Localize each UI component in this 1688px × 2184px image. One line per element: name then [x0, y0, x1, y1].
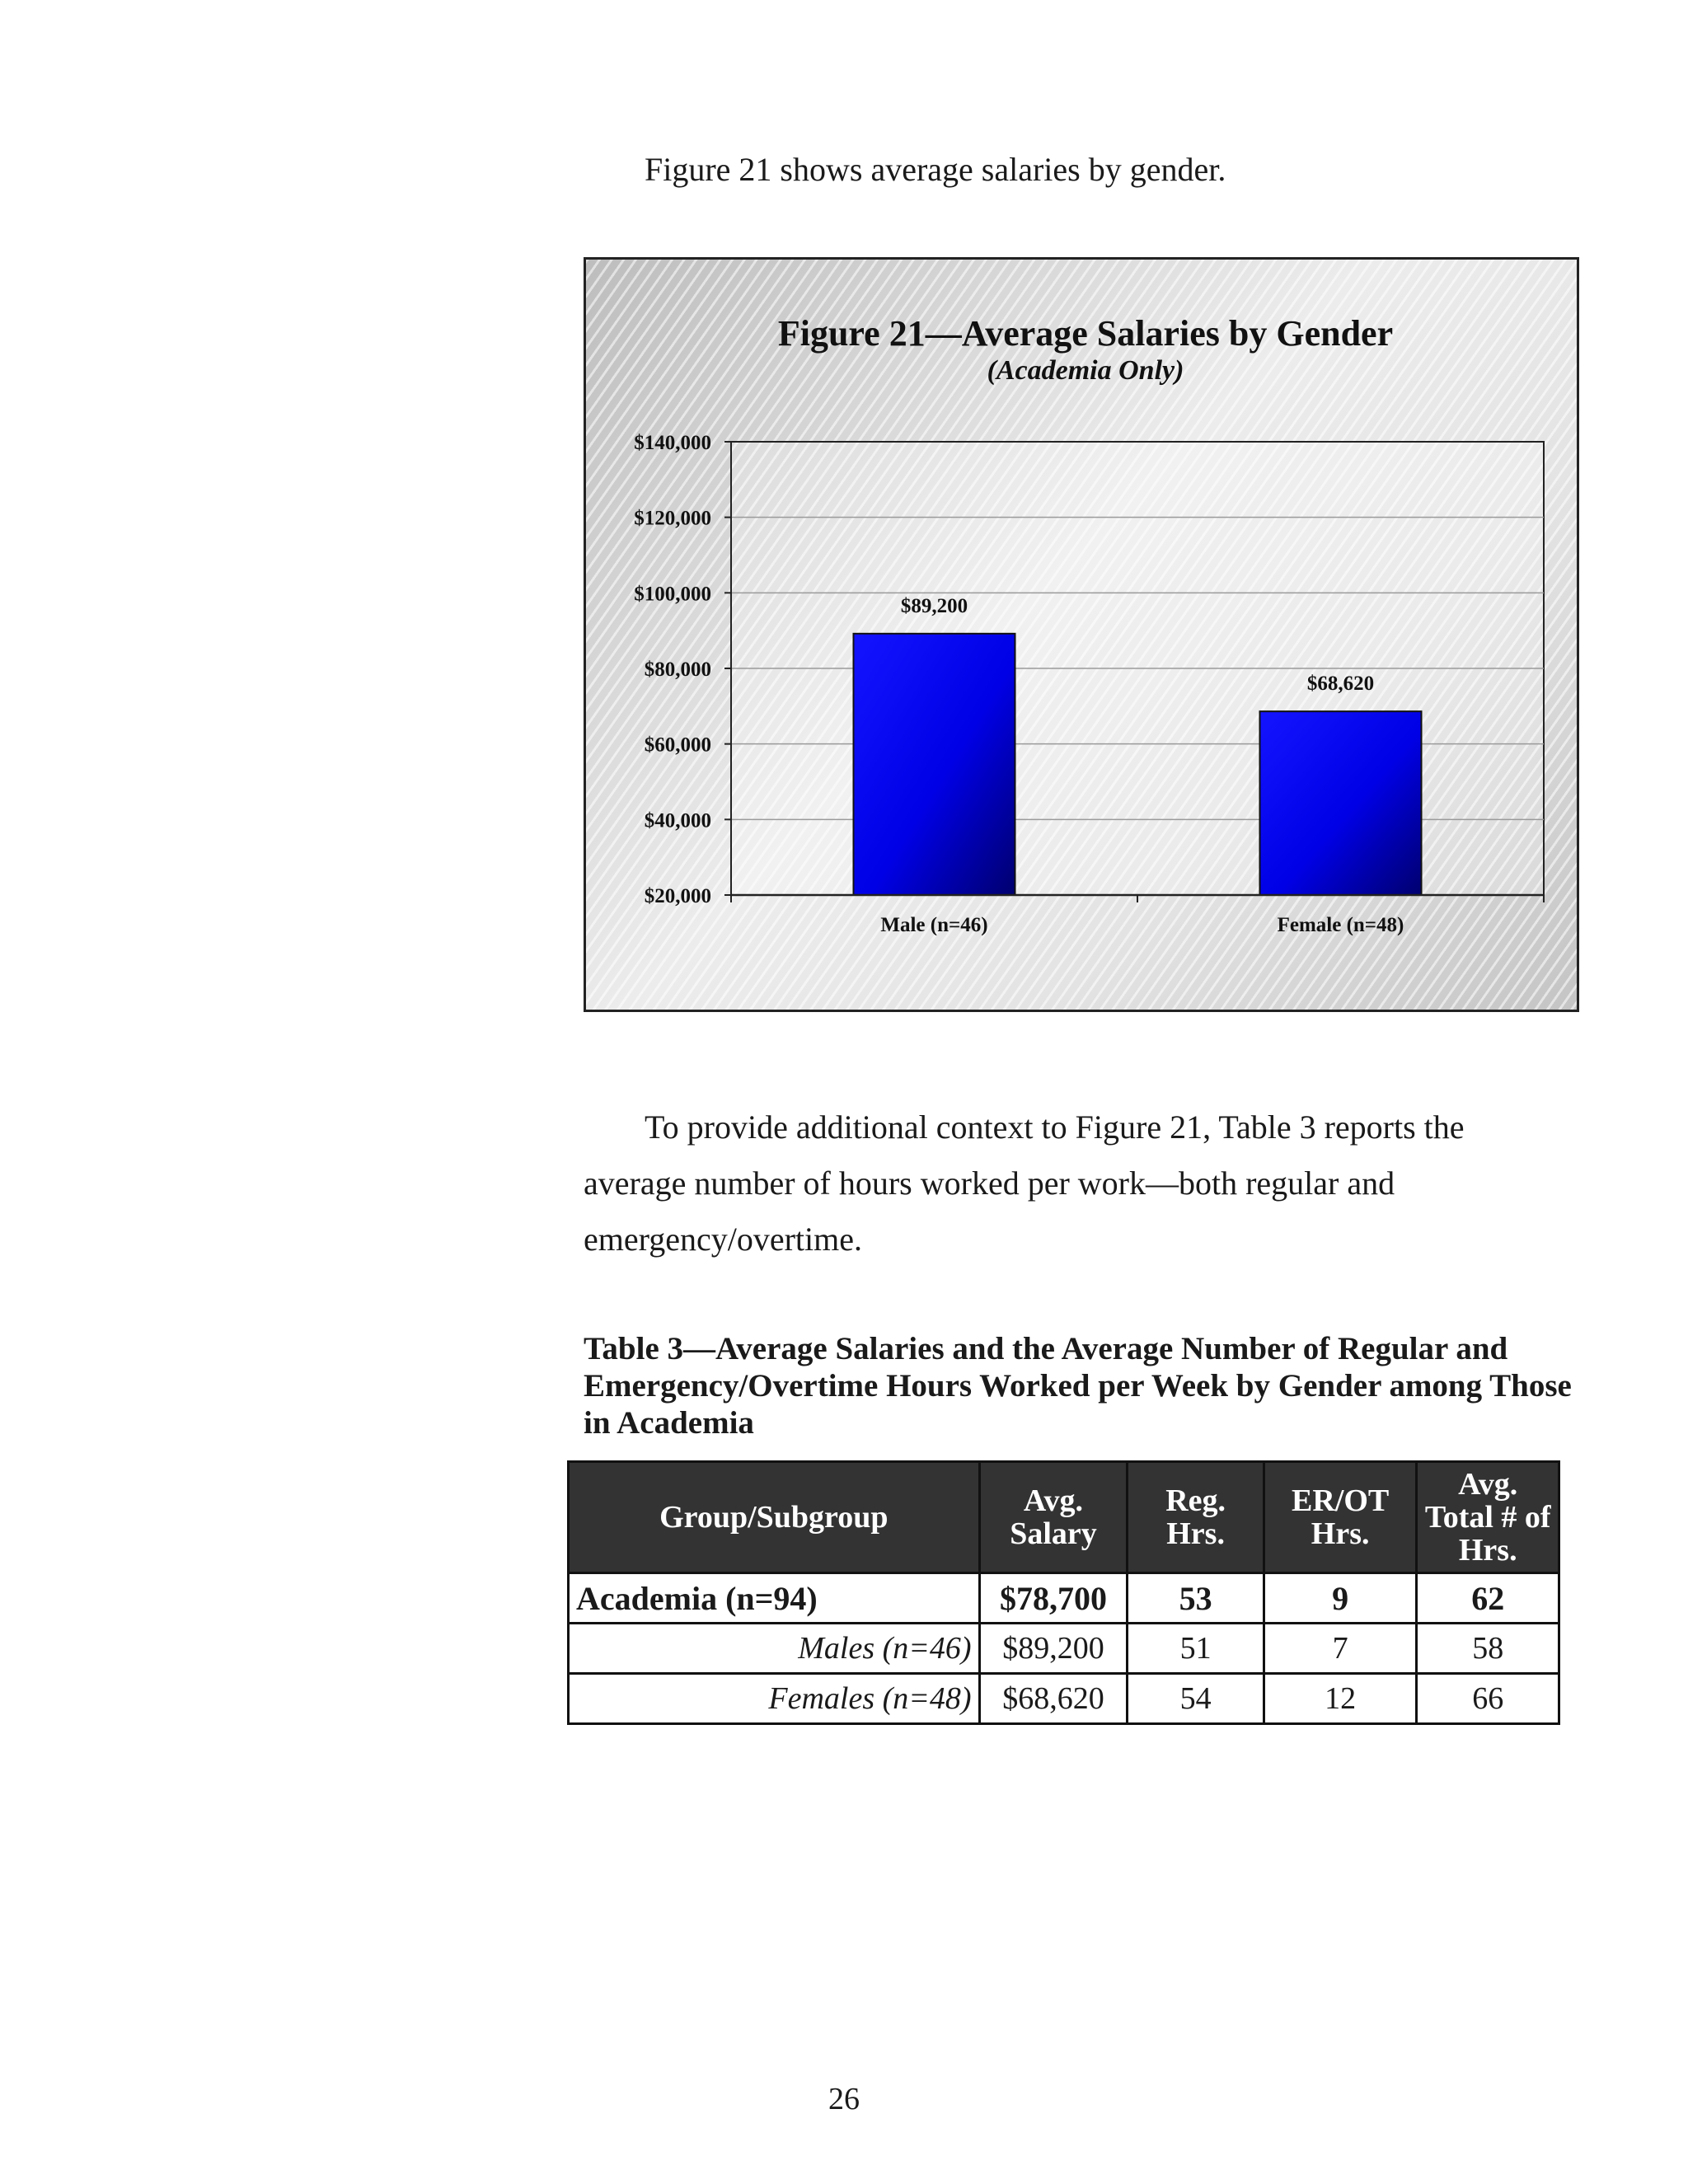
header-erot-hrs: ER/OT Hrs. — [1264, 1462, 1417, 1573]
chart-svg — [586, 260, 1577, 1010]
chart-title: Figure 21—Average Salaries by Gender — [777, 313, 1394, 354]
salary-hours-table — [567, 1460, 1560, 1725]
y-tick-label: $140,000 — [634, 432, 711, 454]
intro-paragraph: Figure 21 shows average salaries by gender. — [645, 151, 1226, 188]
context-text: To provide additional context to Figure 21, Table 3 reports the average number of hours worked per work—both regular and emergency/overtime. — [584, 1108, 1465, 1258]
row-reg-hrs: 54 — [1128, 1674, 1264, 1724]
y-tick-label: $20,000 — [644, 885, 711, 907]
x-axis — [731, 895, 1544, 936]
x-category-label: Male (n=46) — [880, 914, 988, 936]
table-header-row — [569, 1462, 1559, 1573]
header-total-hrs: Avg. Total # of Hrs. — [1417, 1462, 1559, 1573]
row-group: Academia (n=94) — [569, 1573, 980, 1624]
table-row — [569, 1624, 1559, 1674]
row-reg-hrs: 53 — [1128, 1573, 1264, 1624]
y-tick-label: $60,000 — [644, 733, 711, 757]
row-reg-hrs: 51 — [1128, 1624, 1264, 1674]
y-tick-label: $40,000 — [644, 809, 711, 832]
bar-data-label: $89,200 — [900, 594, 968, 617]
x-category-label: Female (n=48) — [1277, 914, 1404, 936]
row-avg-salary: $68,620 — [979, 1674, 1128, 1724]
header-reg-hrs: Reg. Hrs. — [1128, 1462, 1264, 1573]
bar-data-label: $68,620 — [1306, 673, 1375, 696]
table-row — [569, 1674, 1559, 1724]
row-erot-hrs: 12 — [1264, 1674, 1417, 1724]
y-tick-label: $100,000 — [634, 583, 711, 606]
row-total-hrs: 62 — [1417, 1573, 1559, 1624]
table-row — [569, 1573, 1559, 1624]
row-group: Females (n=48) — [569, 1674, 980, 1724]
y-tick-label: $120,000 — [634, 507, 711, 530]
bar — [1260, 711, 1422, 895]
y-axis — [634, 432, 731, 907]
header-group: Group/Subgroup — [569, 1462, 980, 1573]
row-total-hrs: 66 — [1417, 1674, 1559, 1724]
row-erot-hrs: 9 — [1264, 1573, 1417, 1624]
row-avg-salary: $78,700 — [979, 1573, 1128, 1624]
bar — [854, 634, 1015, 895]
page-number: 26 — [828, 2082, 860, 2116]
header-avg-salary: Avg. Salary — [979, 1462, 1128, 1573]
row-erot-hrs: 7 — [1264, 1624, 1417, 1674]
context-paragraph — [584, 1099, 1556, 1268]
row-group: Males (n=46) — [569, 1624, 980, 1674]
chart-subtitle: (Academia Only) — [987, 355, 1184, 386]
table-title: Table 3—Average Salaries and the Average Number of Regular and Emergency/Overtime Hours Worked per Week by Gender among Those in Academia — [584, 1331, 1572, 1441]
row-avg-salary: $89,200 — [979, 1624, 1128, 1674]
salary-chart — [584, 257, 1579, 1012]
y-tick-label: $80,000 — [644, 658, 711, 681]
row-total-hrs: 58 — [1417, 1624, 1559, 1674]
